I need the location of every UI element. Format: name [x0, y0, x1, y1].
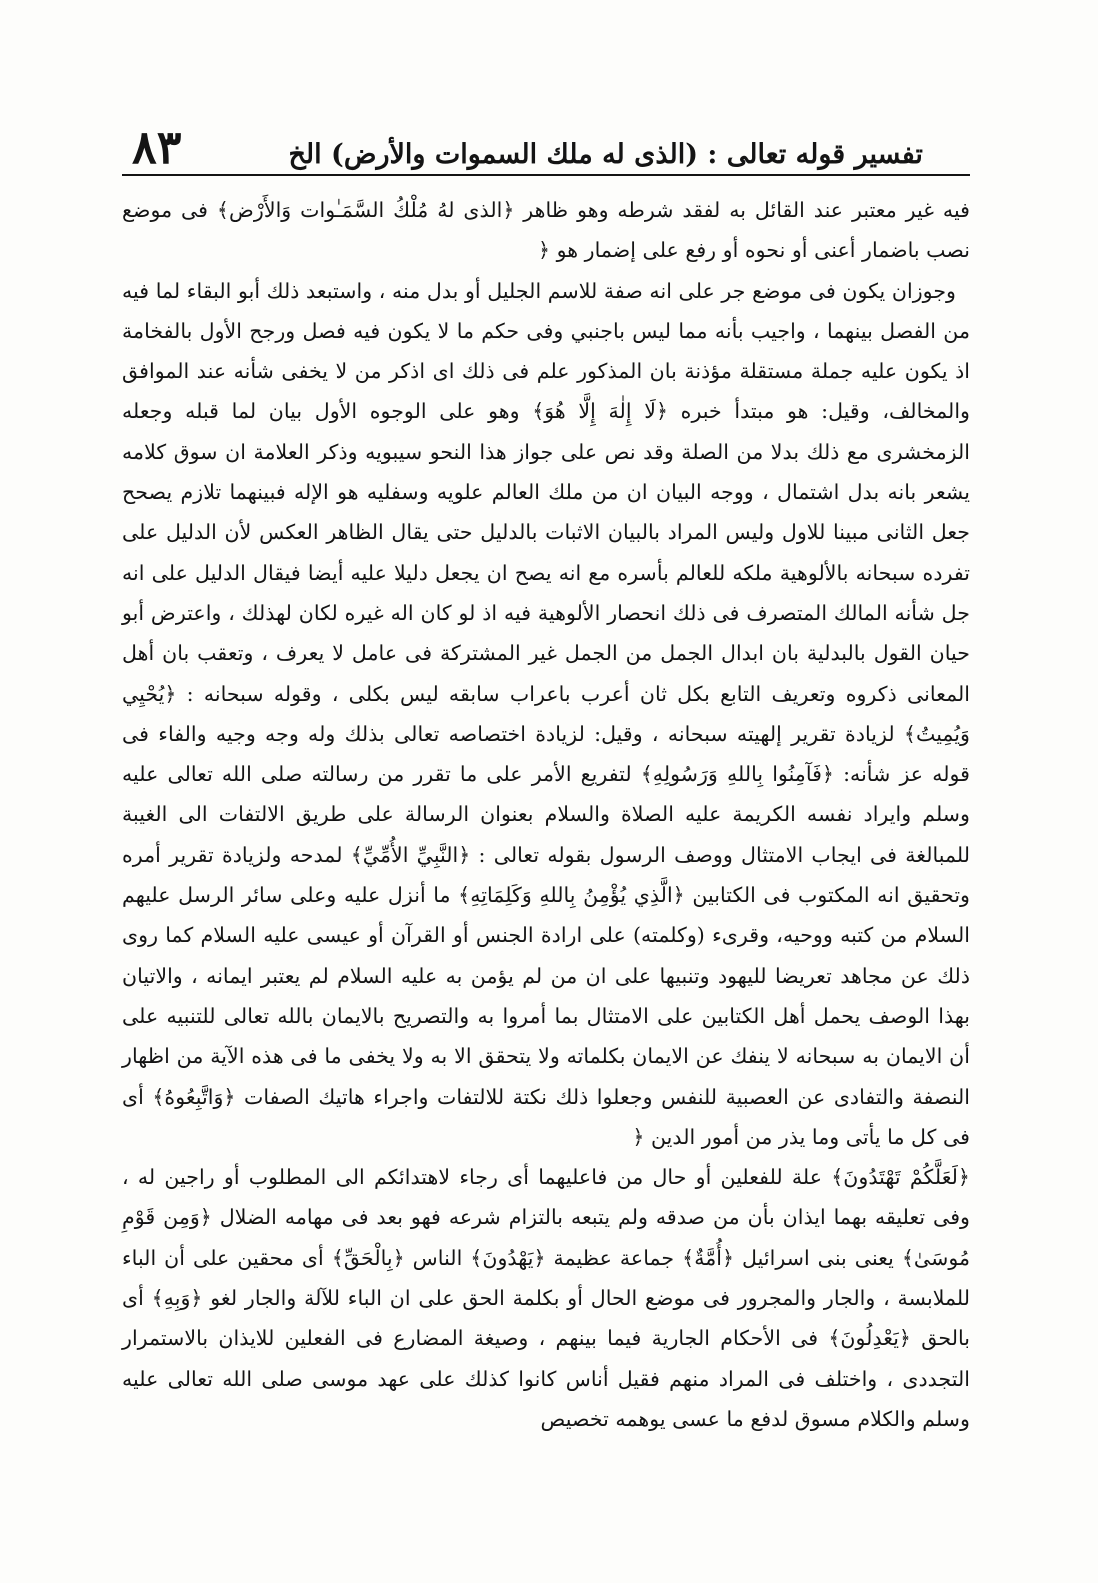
page-body [122, 190, 970, 1439]
paragraph-3: ﴿لَعَلَّكُمْ تَهْتَدُونَ﴾ علة للفعلين أو حال من فاعليهما أى رجاء لاهتدائكم الى المطلوب أو راجين له ، وفى تعليقه بهما ايذان بأن من صدقه ولم يتبعه بالتزام شرعه فهو بعد فى مهامه الضلال ﴿وَمِن قَوْمِ مُوسَىٰ﴾ يعنى بنى اسرائيل ﴿أُمَّةٌ﴾ جماعة عظيمة ﴿يَهْدُونَ﴾ الناس ﴿بِالْحَقِّ﴾ أى محقين على أن الباء للملابسة ، والجار والمجرور فى موضع الحال أو بكلمة الحق على ان الباء للآلة والجار لغو ﴿وَبِهِ﴾ أى بالحق ﴿يَعْدِلُونَ﴾ فى الأحكام الجارية فيما بينهم ، وصيغة المضارع فى الفعلين للايذان بالاستمرار التجددى ، واختلف فى المراد منهم فقيل أناس كانوا كذلك على عهد موسى صلى الله تعالى عليه وسلم والكلام مسوق لدفع ما عسى يوهمه تخصيص [122, 1165, 970, 1431]
paragraph-1: فيه غير معتبر عند القائل به لفقد شرطه وهو ظاهر ﴿الذى لهُ مُلْكُ السَّمَـٰوات وَالأَرْض﴾ فى موضع نصب باضمار أعنى أو نحوه أو رفع على إضمار هو ﴿ [122, 198, 970, 263]
page-header [122, 96, 970, 176]
paragraph-2: وجوزان يكون فى موضع جر على انه صفة للاسم الجليل أو بدل منه ، واستبعد ذلك أبو البقاء لما فيه من الفصل بينهما ، واجيب بأنه مما ليس باجنبي وفى حكم ما لا يكون فيه فصل ورجح الأول بالفخامة اذ يكون عليه جملة مستقلة مؤذنة بان المذكور علم فى ذلك اى اذكر من لا يخفى شأنه عند الموافق والمخالف، وقيل: هو مبتدأ خبره ﴿لَا إِلٰهَ إِلَّا هُوَ﴾ وهو على الوجوه الأول بيان لما قبله وجعله الزمخشرى مع ذلك بدلا من الصلة وقد نص على جواز هذا النحو سيبويه وذكر العلامة ان سوق كلامه يشعر بانه بدل اشتمال ، ووجه البيان ان من ملك العالم علويه وسفليه هو الإله فبينهما تلازم يصحح جعل الثانى مبينا للاول وليس المراد بالبيان الاثبات بالدليل حتى يقال الظاهر العكس لأن الدليل على تفرده سبحانه بالألوهية ملكه للعالم بأسره مع انه يصح ان يجعل دليلا عليه أيضا فيقال الدليل على انه جل شأنه المالك المتصرف فى ذلك انحصار الألوهية فيه اذ لو كان اله غيره لكان لهذلك ، واعترض أبو حيان القول بالبدلية بان ابدال الجمل من الجمل غير المشتركة فى عامل لا يعرف ، وتعقب بان أهل المعانى ذكروه وتعريف التابع بكل ثان أعرب باعراب سابقه ليس بكلى ، وقوله سبحانه : ﴿يُحْيِي وَيُمِيتُ﴾ لزيادة تقرير إلهيته سبحانه ، وقيل: لزيادة اختصاصه تعالى بذلك وله وجه وجيه والفاء فى قوله عز شأنه: ﴿فَآمِنُوا بِاللهِ وَرَسُولِهِ﴾ لتفريع الأمر على ما تقرر من رسالته صلى الله تعالى عليه وسلم وايراد نفسه الكريمة عليه الصلاة والسلام بعنوان الرسالة على طريق الالتفات الى الغيبة للمبالغة فى ايجاب الامتثال ووصف الرسول بقوله تعالى : ﴿النَّبِيِّ الأُمِّيِّ﴾ لمدحه ولزيادة تقرير أمره وتحقيق انه المكتوب فى الكتابين ﴿الَّذِي يُؤْمِنُ بِاللهِ وَكَلِمَاتِهِ﴾ ما أنزل عليه وعلى سائر الرسل عليهم السلام من كتبه ووحيه، وقرىء (وكلمته) على ارادة الجنس أو القرآن أو عيسى عليه السلام كما روى ذلك عن مجاهد تعريضا لليهود وتنبيها على ان من لم يؤمن به عليه السلام لم يعتبر ايمانه ، والاتيان بهذا الوصف يحمل أهل الكتابين على الامتثال بما أمروا به والتصريح بالايمان بالله تعالى للتنبيه على أن الايمان به سبحانه لا ينفك عن الايمان بكلماته ولا يتحقق الا به ولا يخفى ما فى هذه الآية من اظهار النصفة والتفادى عن العصبية للنفس وجعلوا ذلك نكتة للالتفات واجراء هاتيك الصفات ﴿وَاتَّبِعُوهُ﴾ أى فى كل ما يأتى وما يذر من أمور الدين ﴿ [122, 278, 970, 1149]
running-title: تفسير قوله تعالى : (الذى له ملك السموات والأرض) الخ [288, 139, 923, 170]
page-number: ٨٣ [132, 120, 182, 174]
